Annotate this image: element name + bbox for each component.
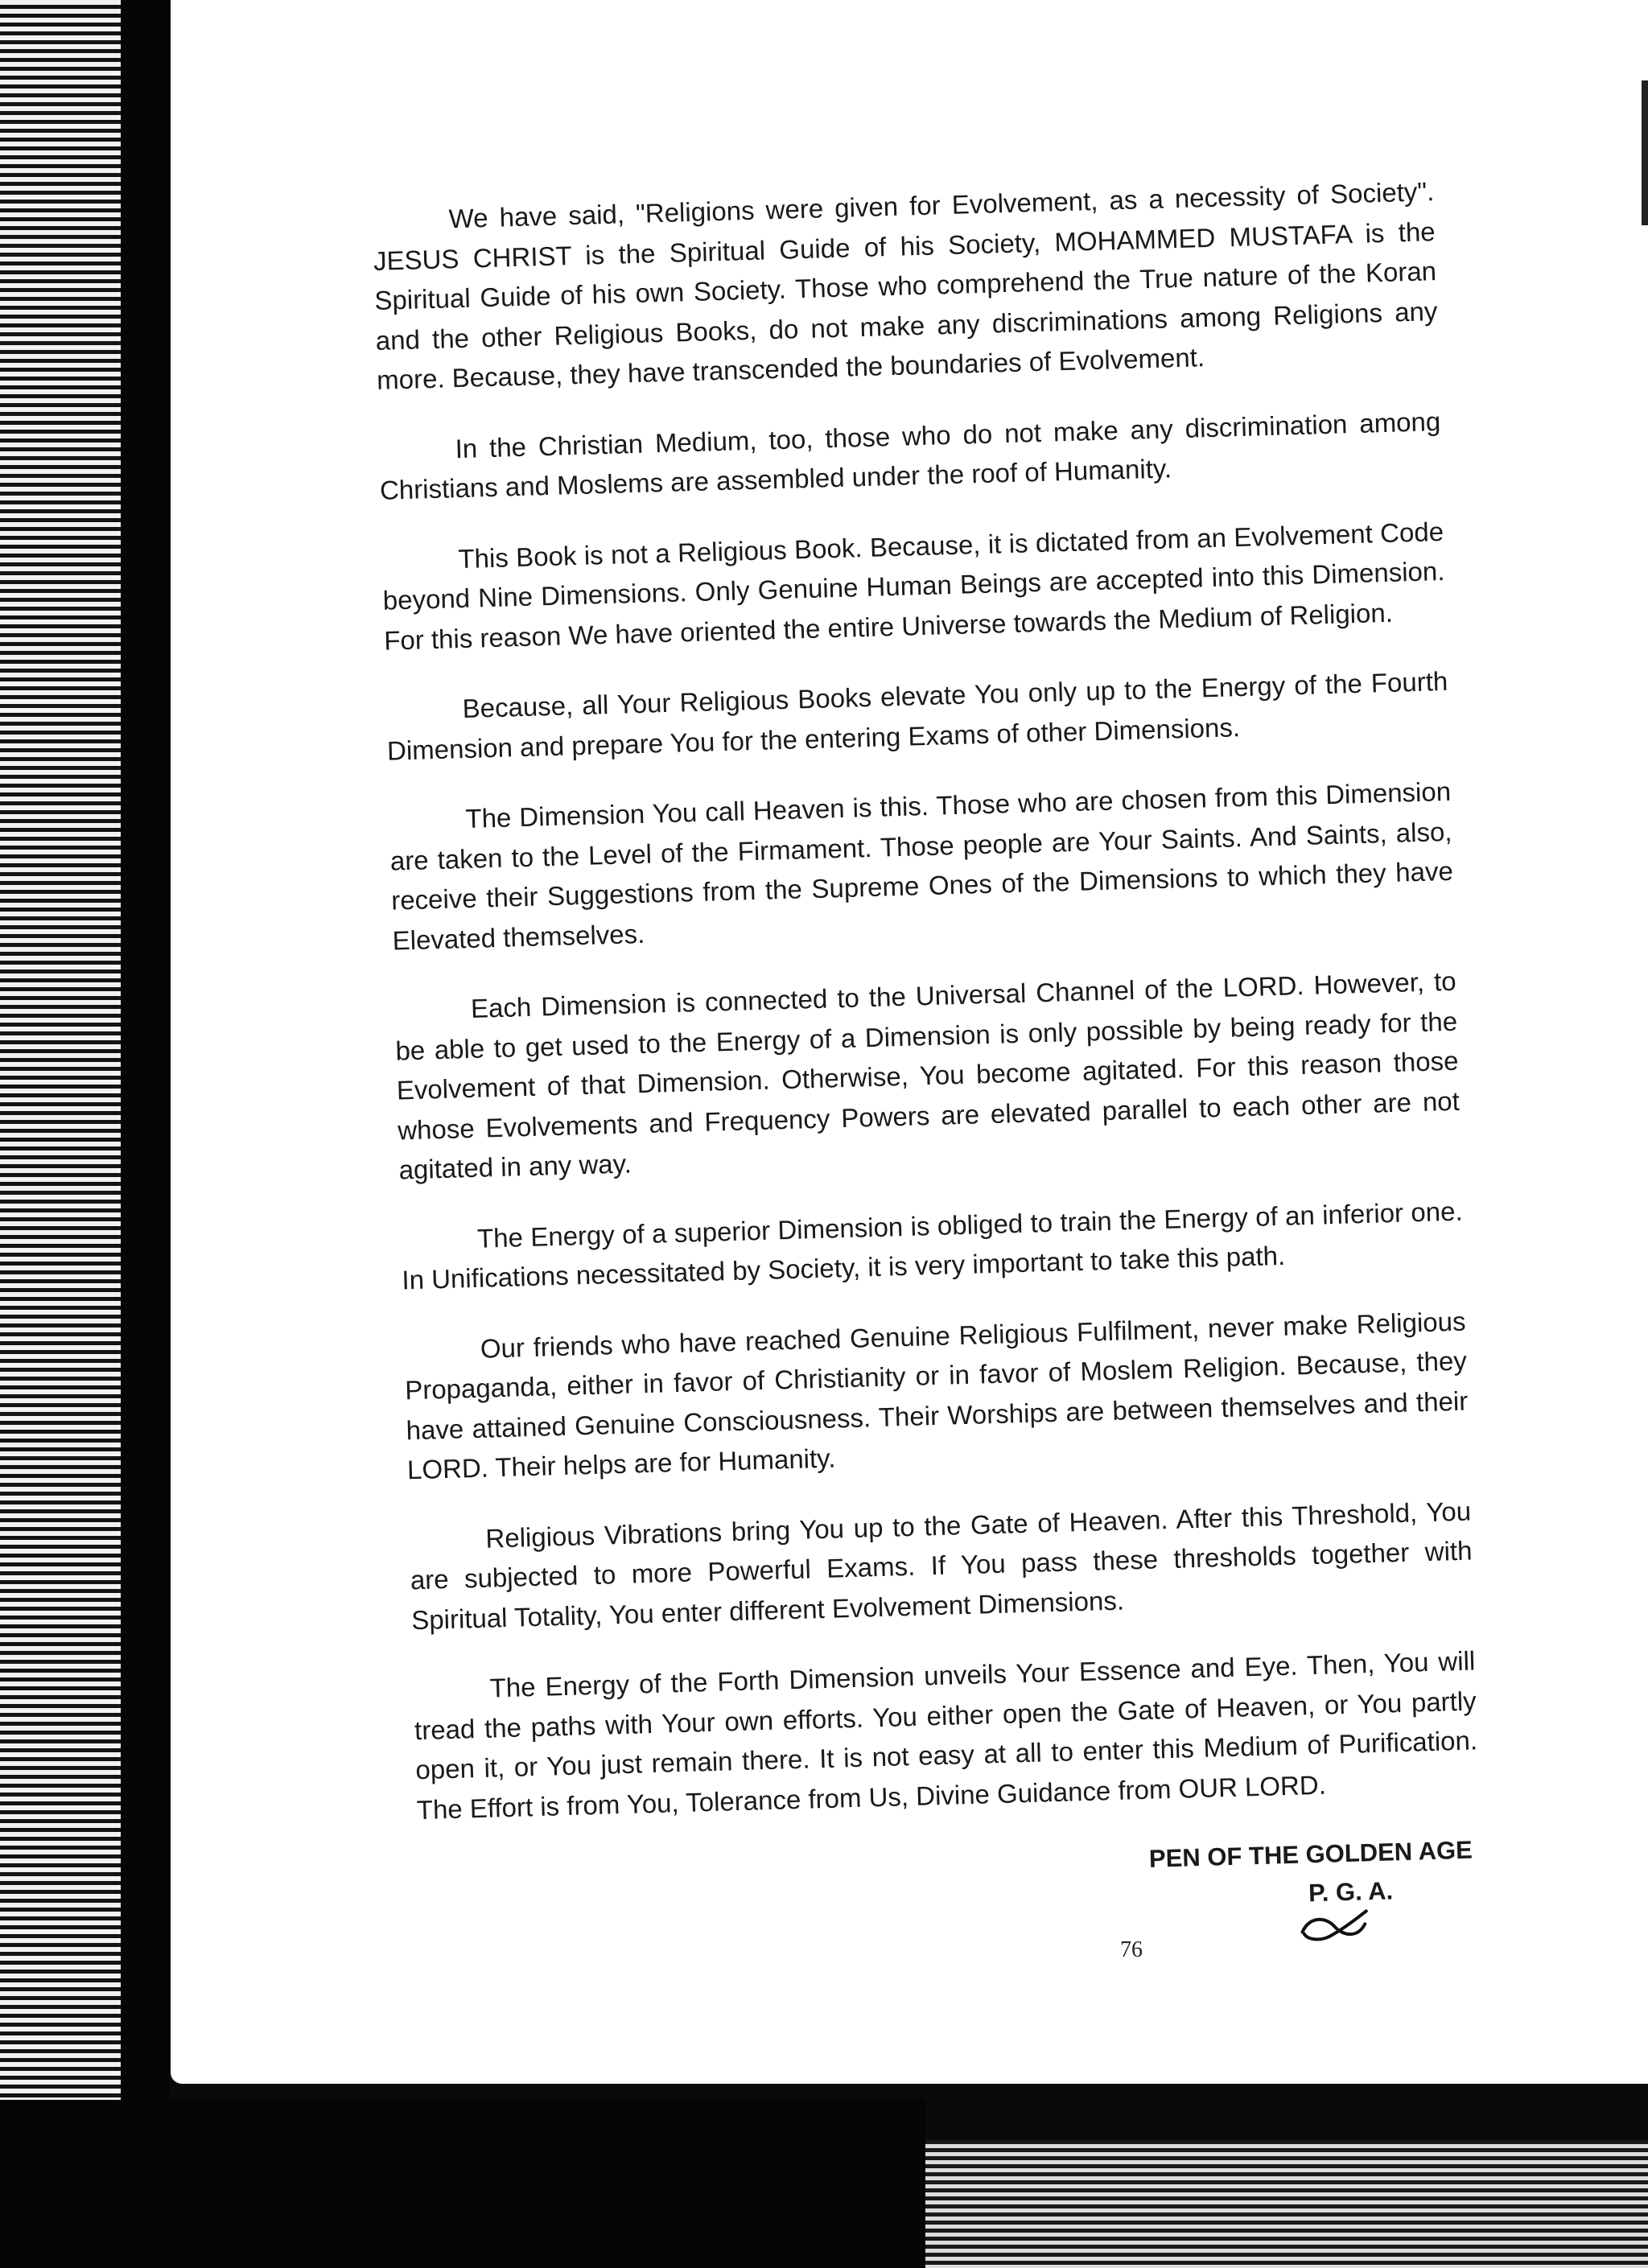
paragraph-7: The Energy of a superior Dimension is obliged to train the Energy of an inferior one. In Unifications necessitated by Society, it is very important to take this path. <box>401 1196 1464 1295</box>
scanner-shadow-left <box>121 0 169 2268</box>
paragraph-8: Our friends who have reached Genuine Religious Fulfilment, never make Religious Propaganda, either in favor of Christianity or in favor of Moslem Religion. Because, they have attained Genuine Consciousness. Their Worships are between themselves and their LORD. Their helps are for Humanity. <box>404 1306 1469 1485</box>
page-edge-mark <box>1642 80 1648 225</box>
paragraph-10: The Energy of the Forth Dimension unveils Your Essence and Eye. Then, You will tread the paths with Your own efforts. You either open the Gate of Heaven, or You partly open it, or You just remain there. It is not easy at all to enter this Medium of Purification. The Effort is from You, Tolerance from Us, Divine Guidance from OUR LORD. <box>414 1645 1478 1825</box>
paragraph-2: In the Christian Medium, too, those who do not make any discrimination among Christians and Moslems are assembled under the roof of Humanity. <box>379 405 1441 505</box>
signature-name: PEN OF THE GOLDEN AGE <box>1148 1835 1473 1873</box>
paragraph-5: The Dimension You call Heaven is this. Those who are chosen from this Dimension are taken to the Level of the Firmament. Those people are Your Saints. And Saints, also, receive their Suggestions from the Supreme Ones of the Dimensions to which they have Elevated themselves. <box>389 776 1454 956</box>
book-page <box>171 0 1648 2084</box>
page-number: 76 <box>1120 1937 1143 1962</box>
paragraph-9: Religious Vibrations bring You up to the Gate of Heaven. After this Threshold, You are subjected to more Powerful Exams. If You pass these thresholds together with Spiritual Totality, You enter different Evolvement Dimensions. <box>410 1496 1473 1635</box>
scanner-edge-left <box>0 0 121 2268</box>
page-body <box>372 171 1483 1980</box>
paragraph-6: Each Dimension is connected to the Universal Channel of the LORD. However, to be able to get used to the Energy of a Dimension is only possible by being ready for the Evolvement of that Dimension. Otherwise, You become agitated. For this reason those whose Evolvements and Frequency Powers are elevated parallel to each other are not agitated in any way. <box>394 965 1461 1185</box>
paragraph-1: We have said, "Religions were given for Evolvement, as a necessity of Society". JESUS CHRIST is the Spiritual Guide of his Society, MOHAMMED MUSTAFA is the Spiritual Guide of his own Society. Those who comprehend the True nature of the Koran and the other Religious Books, do not make any discriminations among Religions any more. Because, they have transcended the boundaries of Evolvement. <box>373 176 1438 395</box>
signature-abbreviation: P. G. A. <box>1308 1876 1394 1908</box>
paragraph-3: This Book is not a Religious Book. Because, it is dictated from an Evolvement Code beyond Nine Dimensions. Only Genuine Human Beings are accepted into this Dimension. For this reason We have oriented the entire Universe towards the Medium of Religion. <box>382 516 1445 656</box>
paragraph-4: Because, all Your Religious Books elevate You only up to the Energy of the Fourth Dimension and prepare You for the entering Exams of other Dimensions. <box>386 665 1448 766</box>
scanner-shadow-bottom <box>0 2100 925 2268</box>
